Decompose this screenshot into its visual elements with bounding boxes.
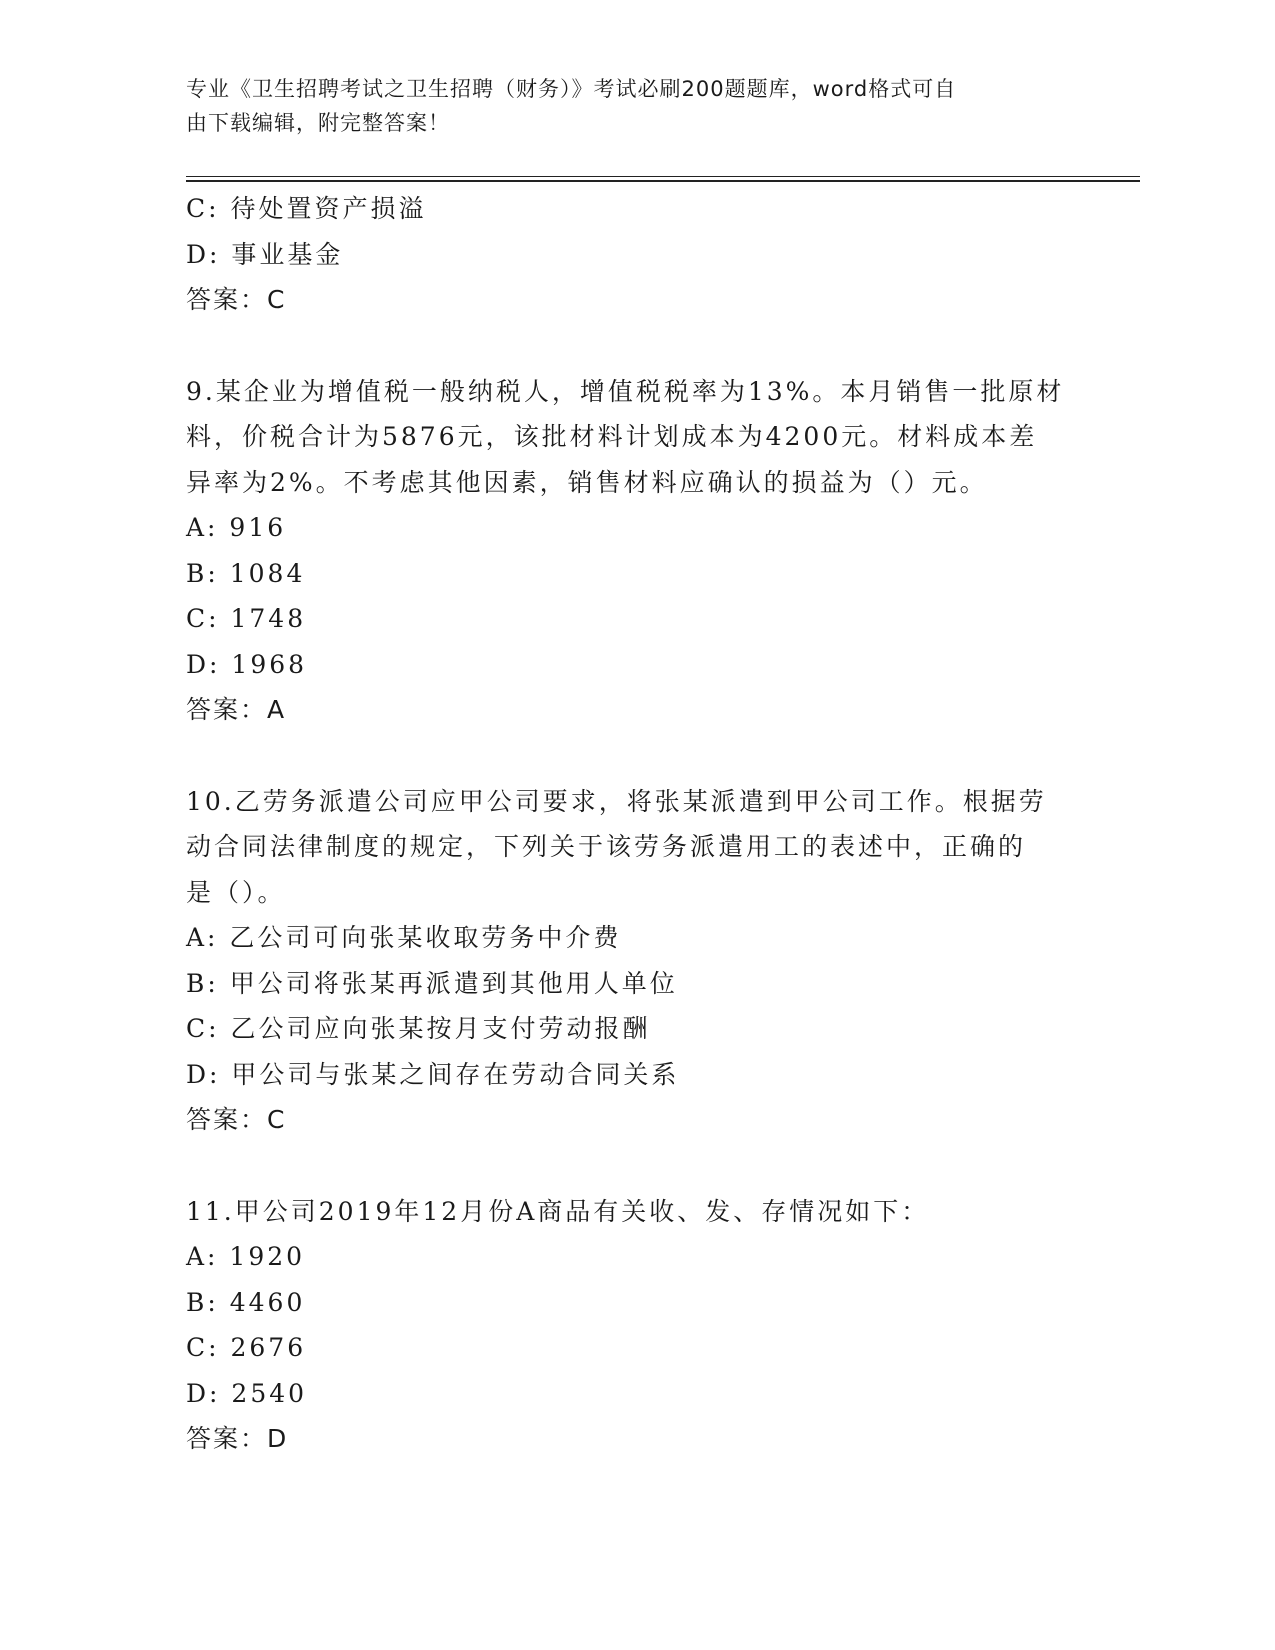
question-stem-line: 9.某企业为增值税一般纳税人，增值税税率为13%。本月销售一批原材 — [186, 376, 1065, 406]
question-stem-line: 动合同法律制度的规定，下列关于该劳务派遣用工的表述中，正确的 — [186, 832, 1027, 861]
option-d: D: 甲公司与张某之间存在劳动合同关系 — [186, 1059, 680, 1089]
option-b: B: 甲公司将张某再派遣到其他用人单位 — [186, 968, 678, 998]
option-b: B: 1084 — [186, 558, 306, 588]
option-a: A: 1920 — [186, 1242, 306, 1271]
question-9 — [186, 369, 1086, 733]
answer: 答案：C — [186, 1105, 287, 1134]
option-a: A: 乙公司可向张某收取劳务中介费 — [186, 923, 622, 952]
option-d: D: 1968 — [186, 649, 308, 679]
option-d: D: 2540 — [186, 1378, 308, 1408]
answer: 答案：A — [186, 695, 287, 724]
option-c: C: 待处置资产损溢 — [186, 194, 427, 223]
header-line-2: 由下载编辑，附完整答案！ — [186, 111, 450, 135]
header-divider-thin — [186, 176, 1140, 177]
question-stem-line: 11.甲公司2019年12月份A商品有关收、发、存情况如下： — [186, 1196, 930, 1226]
option-c: C: 1748 — [186, 604, 307, 633]
answer: 答案：D — [186, 1424, 289, 1453]
header-divider-thick — [186, 180, 1140, 182]
question-10 — [186, 779, 1086, 1143]
option-a: A: 916 — [186, 513, 287, 542]
question-stem-line: 是（）。 — [186, 877, 286, 907]
question-11 — [186, 1189, 1086, 1462]
question-list — [186, 186, 1086, 1462]
option-c: C: 2676 — [186, 1333, 307, 1362]
question-stem-line: 料，价税合计为5876元，该批材料计划成本为4200元。材料成本差 — [186, 422, 1038, 451]
option-b: B: 4460 — [186, 1287, 306, 1317]
option-c: C: 乙公司应向张某按月支付劳动报酬 — [186, 1014, 651, 1043]
answer: 答案：C — [186, 285, 287, 314]
question-stem-line: 10.乙劳务派遣公司应甲公司要求，将张某派遣到甲公司工作。根据劳 — [186, 786, 1047, 816]
document-header — [186, 72, 1066, 140]
question-stem-line: 异率为2%。不考虑其他因素，销售材料应确认的损益为（）元。 — [186, 467, 988, 497]
option-d: D: 事业基金 — [186, 239, 344, 269]
header-line-1: 专业《卫生招聘考试之卫生招聘（财务）》考试必刷200题题库，word格式可自 — [186, 77, 957, 101]
question-8-tail — [186, 186, 1086, 323]
